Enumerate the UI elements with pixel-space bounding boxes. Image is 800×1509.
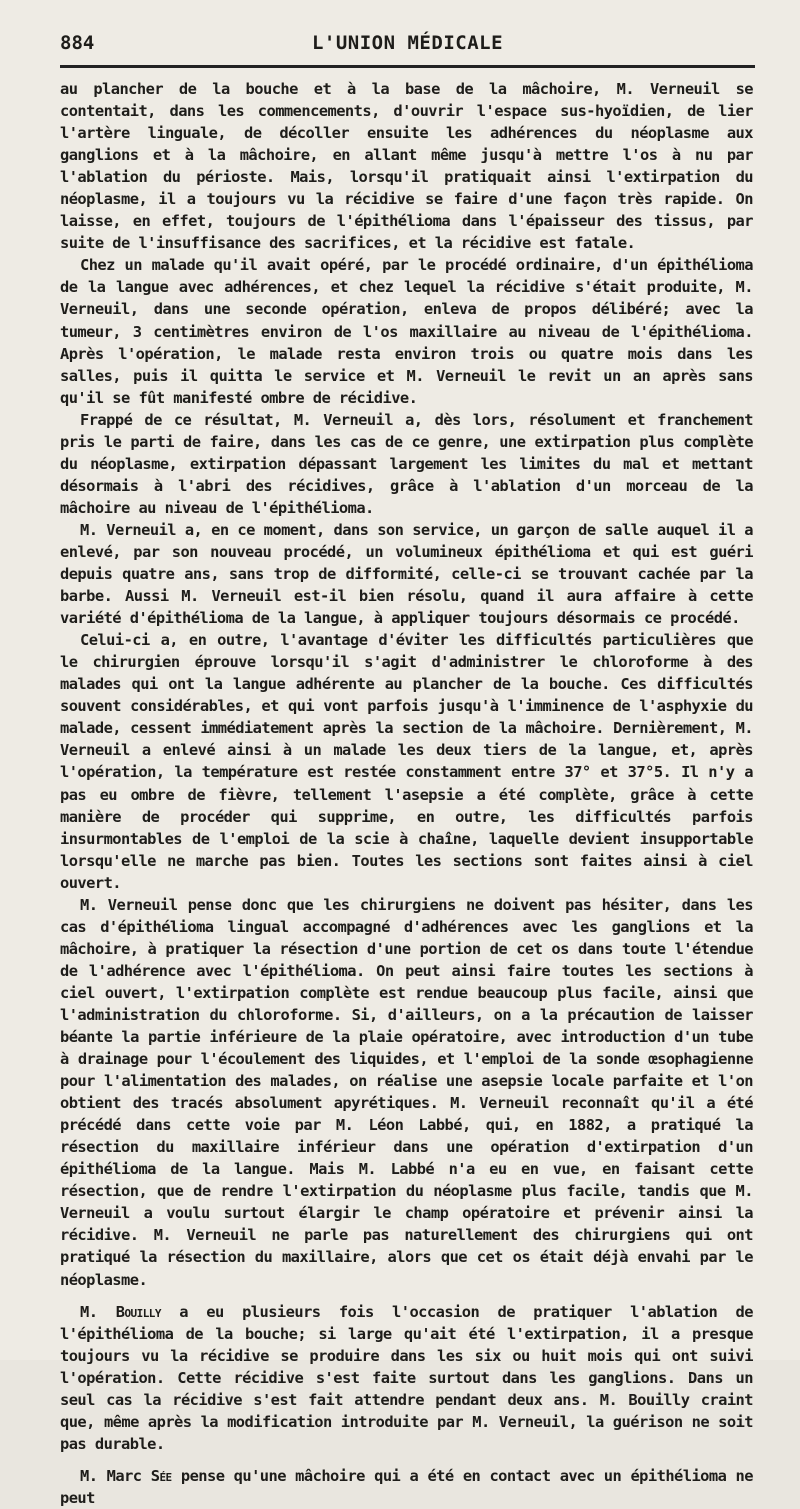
- paragraph: M. Verneuil a, en ce moment, dans son service, un garçon de salle auquel il a enlevé, par son nouveau procédé, un volumineux épithélioma et qui est guéri depuis quatre ans, sans trop de difformité, celle-ci se trouvant cachée par la barbe. Aussi M. Verneuil est-il bien résolu, quand il aura affaire à cette variété d'épithélioma de la langue, à appliquer toujours désormais ce procédé.: [60, 520, 753, 628]
- header-rule: [60, 65, 755, 68]
- paragraph-bouilly: [60, 1301, 753, 1455]
- page-header: [60, 32, 755, 56]
- paragraph: au plancher de la bouche et à la base de la mâchoire, M. Verneuil se contentait, dans les commencements, d'ouvrir l'espace sus-hyoïdien, de lier l'artère linguale, de décoller ensuite les adhérences du néoplasme aux ganglions et à la mâchoire, en allant même jusqu'à mettre l'os à nu par l'ablation du périoste. Mais, lorsqu'il pratiquait ainsi l'extirpation du néoplasme, il a toujours vu la récidive se faire d'une façon très rapide. On laisse, en effet, toujours de l'épithélioma dans l'épaisseur des tissus, par suite de l'insuffisance des sacrifices, et la récidive est fatale.: [60, 80, 753, 253]
- speaker-prefix: M.: [80, 1302, 116, 1321]
- paragraph-see: [60, 1465, 753, 1509]
- paragraph: Celui-ci a, en outre, l'avantage d'éviter les difficultés particulières que le chirurgien éprouve lorsqu'il s'agit d'administrer le chloroforme à des malades qui ont la langue adhérente au plancher de la bouche. Ces difficultés souvent considérables, et qui vont parfois jusqu'à l'imminence de l'asphyxie du malade, cessent immédiatement après la section de la mâchoire. Dernièrement, M. Verneuil a enlevé ainsi à un malade les deux tiers de la langue, et, après l'opération, la température est restée constamment entre 37° et 37°5. Il n'y a pas eu ombre de fièvre, tellement l'asepsie a été complète, grâce à cette manière de procéder qui supprime, en outre, les difficultés parfois insurmontables de l'emploi de la scie à chaîne, laquelle devient insupportable lorsqu'elle ne marche pas bien. Toutes les sections sont faites ainsi à ciel ouvert.: [60, 631, 753, 892]
- page-number: 884: [60, 32, 95, 54]
- paragraph: Frappé de ce résultat, M. Verneuil a, dès lors, résolument et franchement pris le parti de faire, dans les cas de ce genre, une extirpation plus complète du néoplasme, extirpation dépassant largement les limites du mal et mettant désormais à l'abri des récidives, grâce à l'ablation d'un morceau de la mâchoire au niveau de l'épithélioma.: [60, 410, 753, 517]
- speaker-name: Sée: [150, 1466, 172, 1485]
- paragraph: M. Verneuil pense donc que les chirurgiens ne doivent pas hésiter, dans les cas d'épithélioma lingual accompagné d'adhérences avec les ganglions et la mâchoire, à pratiquer la résection d'une portion de cet os dans toute l'étendue de l'adhérence avec l'épithélioma. On peut ainsi faire toutes les sections à ciel ouvert, l'extirpation complète est rendue beaucoup plus facile, ainsi que l'administration du chloroforme. Si, d'ailleurs, on a la précaution de laisser béante la partie inférieure de la plaie opératoire, avec introduction d'un tube à drainage pour l'écoulement des liquides, et l'emploi de la sonde œsophagienne pour l'alimentation des malades, on réalise une asepsie locale parfaite et l'on obtient des tracés absolument apyrétiques. M. Verneuil reconnaît qu'il a été précédé dans cette voie par M. Léon Labbé, qui, en 1882, a pratiqué la résection du maxillaire inférieur dans une opération d'extirpation d'un épithélioma de la langue. Mais M. Labbé n'a eu en vue, en faisant cette résection, que de rendre l'extirpation du néoplasme plus facile, tandis que M. Verneuil a voulu surtout élargir le champ opératoire et prévenir ainsi la récidive. M. Verneuil ne parle pas naturellement des chirurgiens qui ont pratiqué la résection du maxillaire, alors que cet os était déjà envahi par le néoplasme.: [60, 895, 753, 1289]
- paragraph-text: a eu plusieurs fois l'occasion de pratiquer l'ablation de l'épithélioma de la bouche; si large qu'ait été l'extirpation, il a presque toujours vu la récidive se produire dans les six ou huit mois qui ont suivi l'opération. Cette récidive s'est faite surtout dans les ganglions. Dans un seul cas la récidive s'est fait attendre pendant deux ans. M. Bouilly craint que, même après la modification introduite par M. Verneuil, la guérison ne soit pas durable.: [60, 1302, 753, 1453]
- journal-title: L'UNION MÉDICALE: [311, 32, 504, 54]
- paragraph: Chez un malade qu'il avait opéré, par le procédé ordinaire, d'un épithélioma de la langue avec adhérences, et chez lequel la récidive s'était produite, M. Verneuil, dans une seconde opération, enleva de propos délibéré; avec la tumeur, 3 centimètres environ de l'os maxillaire au niveau de l'épithélioma. Après l'opération, le malade resta environ trois ou quatre mois dans les salles, puis il quitta le service et M. Verneuil le revit un an après sans qu'il se fût manifesté ombre de récidive.: [60, 256, 753, 407]
- paragraph-text: pense qu'une mâchoire qui a été en contact avec un épithélioma ne peut: [60, 1466, 753, 1507]
- speaker-prefix: M. Marc: [80, 1466, 151, 1485]
- speaker-name: Bouilly: [115, 1302, 161, 1321]
- article-body: [60, 78, 753, 1509]
